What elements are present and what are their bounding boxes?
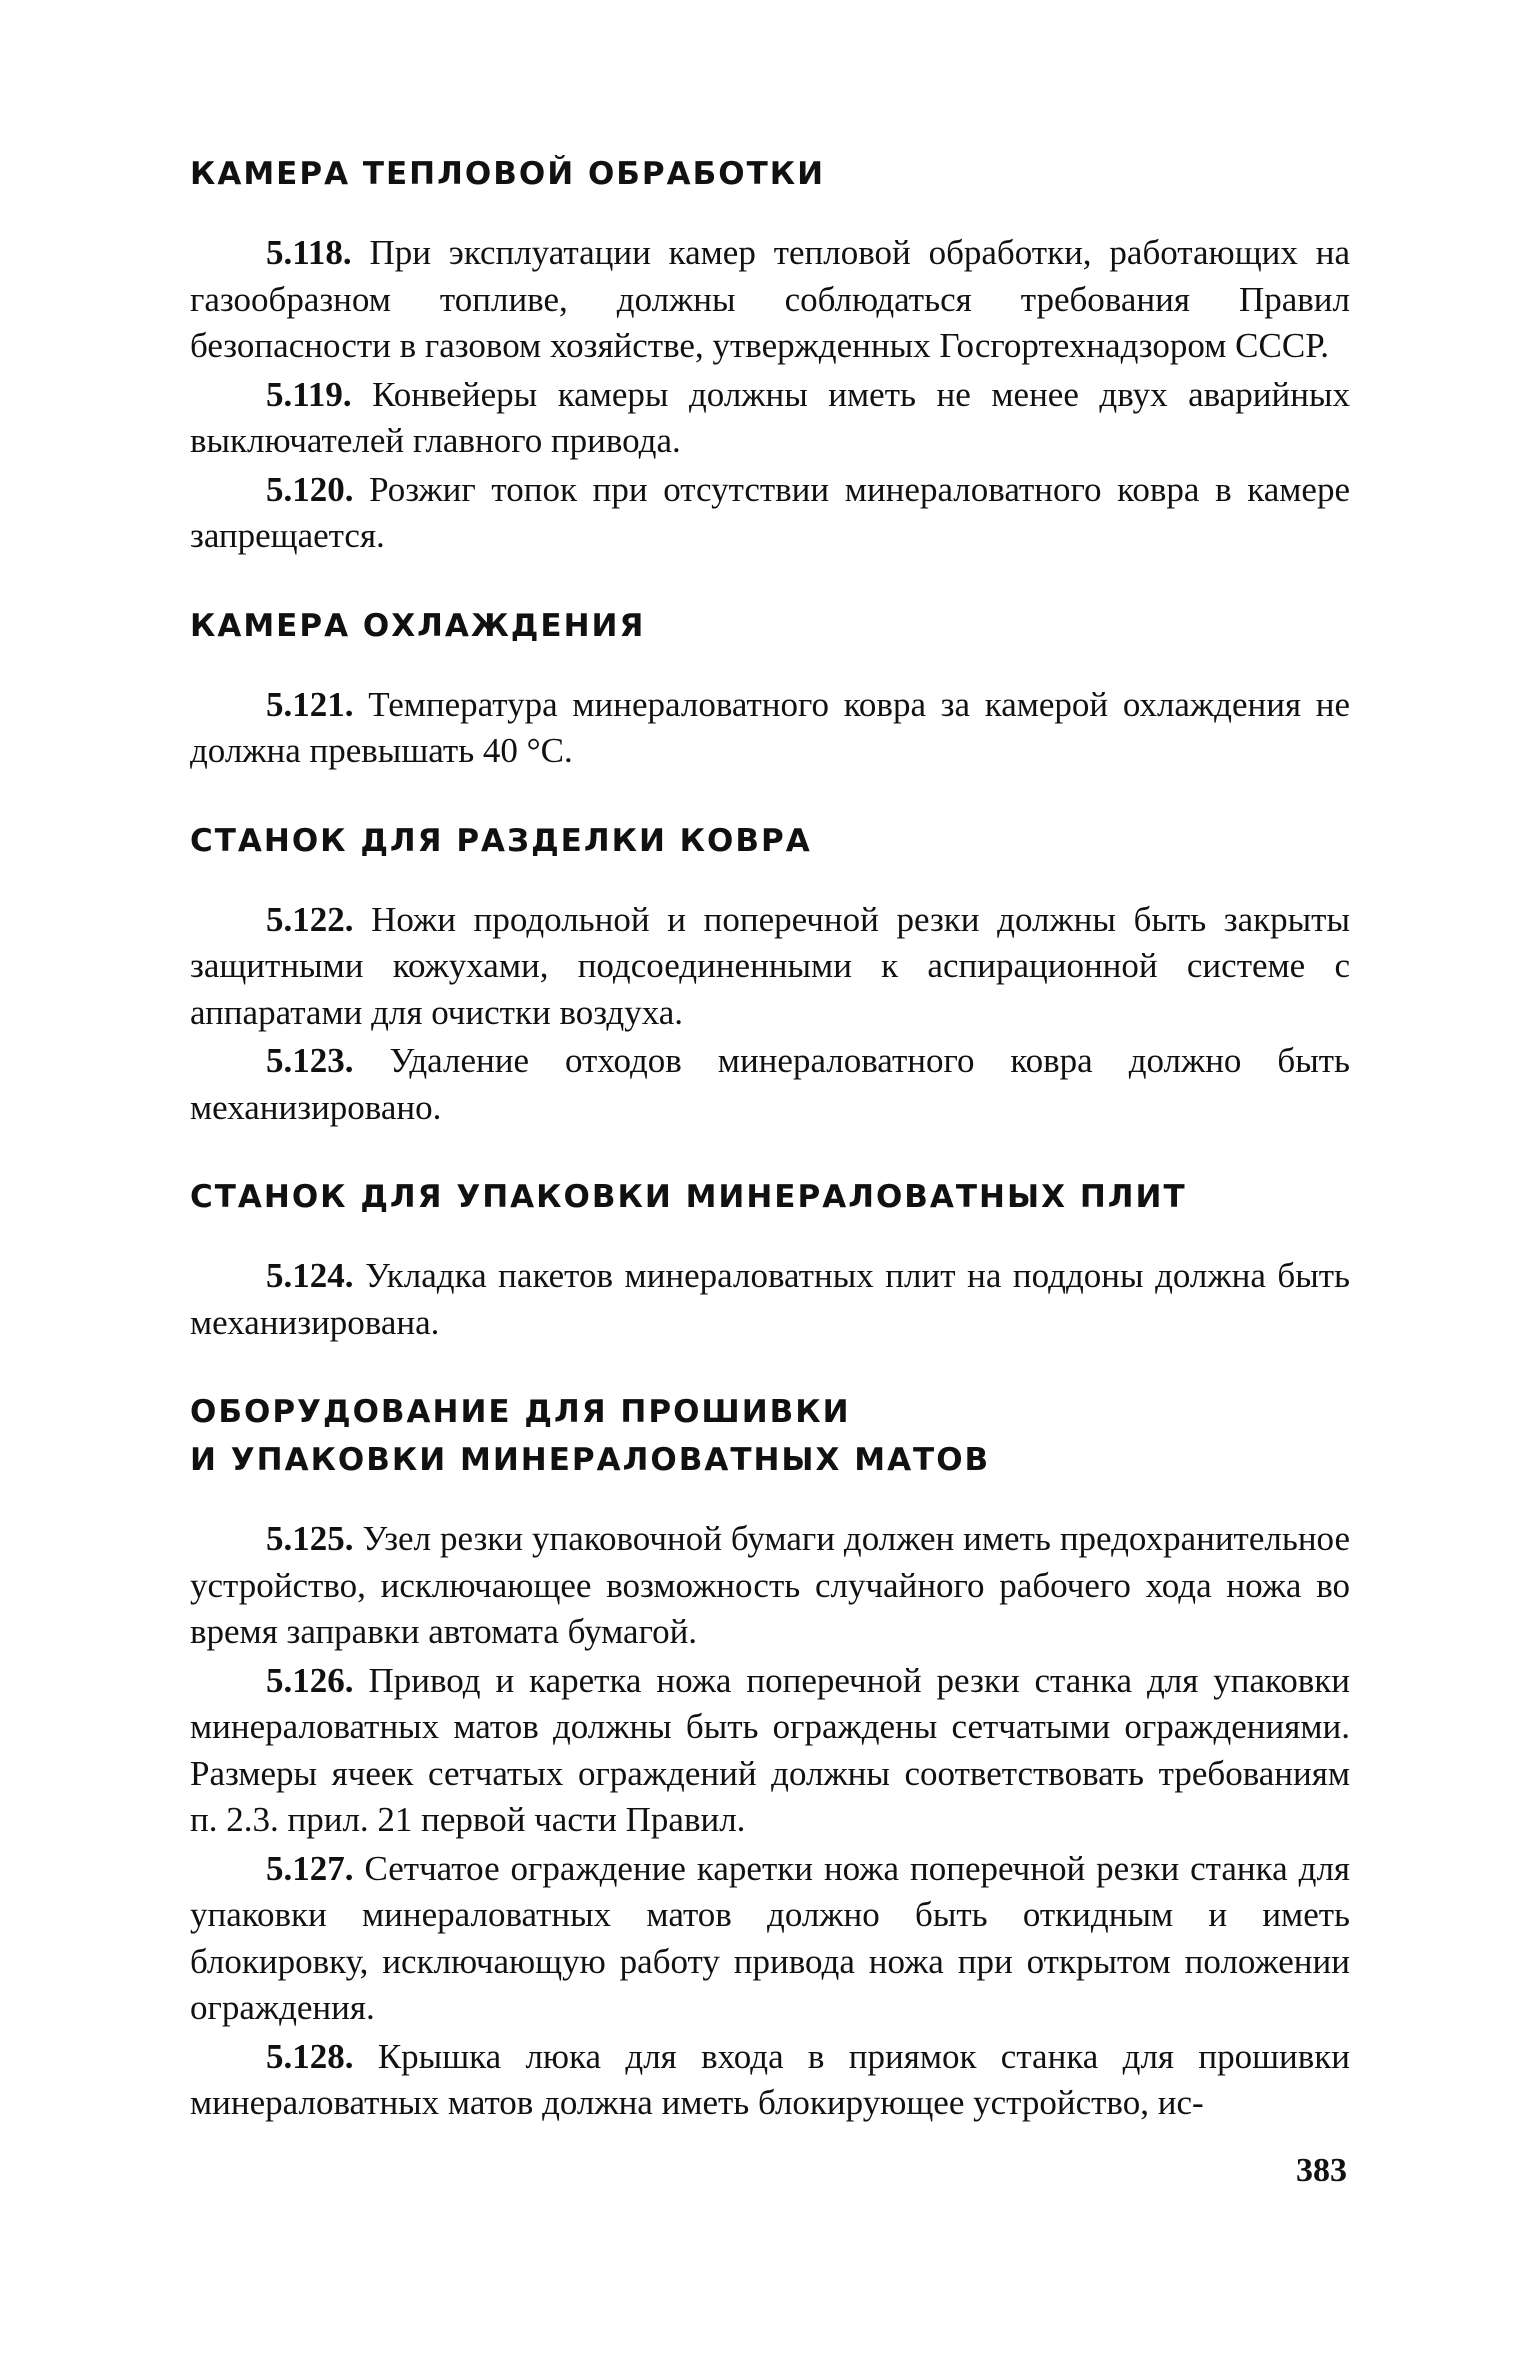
section-heat-treatment-chamber — [190, 150, 1350, 560]
clause-text: Удаление отходов минераловатного ковра должно быть механизировано. — [190, 1041, 1350, 1127]
clause — [190, 467, 1350, 560]
clause — [190, 1846, 1350, 2032]
clause-text: Привод и каретка ножа поперечной резки станка для упаковки минераловатных матов должны быть ограждены сетчатыми ограждениями. Размеры ячеек сетчатых ограждений должны соответствовать требованиям п. 2.3. прил. 21 первой части Правил. — [190, 1660, 1351, 1839]
clause-number: 5.124. — [266, 1256, 354, 1295]
clause-number: 5.125. — [266, 1519, 354, 1558]
clause-text: Узел резки упаковочной бумаги должен иметь предохранительное устройство, исключающее возможность случайного рабочего хода ножа во время заправки автомата бумагой. — [190, 1519, 1351, 1651]
clause-text: При эксплуатации камер тепловой обработки, работающих на газообразном топливе, должны соблюдаться требования Правил безопасности в газовом хозяйстве, утвержденных Госгортехнадзором СССР. — [190, 233, 1350, 365]
clause-number: 5.123. — [266, 1041, 354, 1080]
clause — [190, 372, 1350, 465]
section-slab-packing-machine — [190, 1173, 1350, 1346]
clause-text: Температура минераловатного ковра за камерой охлаждения не должна превышать 40 °С. — [190, 684, 1350, 770]
section-mat-stitching-equipment — [190, 1388, 1350, 2127]
clause-number: 5.122. — [266, 899, 354, 939]
clause — [190, 682, 1350, 775]
clause — [190, 1658, 1350, 1844]
clause — [190, 1516, 1350, 1656]
page-number: 383 — [1296, 2152, 1347, 2189]
page-content — [190, 150, 1350, 2169]
clause-number: 5.119. — [266, 374, 352, 414]
clause-text: Сетчатое ограждение каретки ножа поперечной резки станка для упаковки минераловатных матов должно быть откидным и иметь блокировку, исключающую работу привода ножа при открытом положении ограждения. — [190, 1848, 1351, 2027]
section-heading: КАМЕРА ОХЛАЖДЕНИЯ — [190, 607, 646, 644]
clause-number: 5.121. — [266, 684, 354, 724]
section-heading: СТАНОК ДЛЯ УПАКОВКИ МИНЕРАЛОВАТНЫХ ПЛИТ — [190, 1179, 1187, 1215]
clause — [190, 2034, 1350, 2127]
clause-number: 5.126. — [266, 1660, 354, 1700]
section-heading: ОБОРУДОВАНИЕ ДЛЯ ПРОШИВКИ И УПАКОВКИ МИНЕРАЛОВАТНЫХ МАТОВ — [190, 1394, 991, 1478]
clause — [190, 230, 1350, 370]
clause-number: 5.118. — [266, 233, 352, 272]
clause — [190, 897, 1350, 1037]
section-carpet-cutting-machine — [190, 817, 1350, 1132]
clause — [190, 1038, 1350, 1131]
clause — [190, 1253, 1350, 1346]
clause-number: 5.128. — [266, 2036, 354, 2076]
clause-text: Конвейеры камеры должны иметь не менее двух аварийных выключателей главного привода. — [190, 374, 1350, 460]
section-cooling-chamber — [190, 602, 1350, 775]
clause-number: 5.120. — [266, 469, 354, 509]
section-heading: СТАНОК ДЛЯ РАЗДЕЛКИ КОВРА — [190, 822, 812, 859]
clause-text: Розжиг топок при отсутствии минераловатного ковра в камере запрещается. — [190, 469, 1351, 555]
section-heading: КАМЕРА ТЕПЛОВОЙ ОБРАБОТКИ — [190, 156, 826, 192]
clause-text: Ножи продольной и поперечной резки должны быть закрыты защитными кожухами, подсоединенными к аспирационной системе с аппаратами для очистки воздуха. — [190, 899, 1350, 1032]
clause-text: Крышка люка для входа в приямок станка для прошивки минераловатных матов должна иметь блокирующее устройство, ис- — [190, 2036, 1351, 2122]
clause-number: 5.127. — [266, 1848, 354, 1888]
clause-text: Укладка пакетов минераловатных плит на поддоны должна быть механизирована. — [190, 1256, 1350, 1342]
